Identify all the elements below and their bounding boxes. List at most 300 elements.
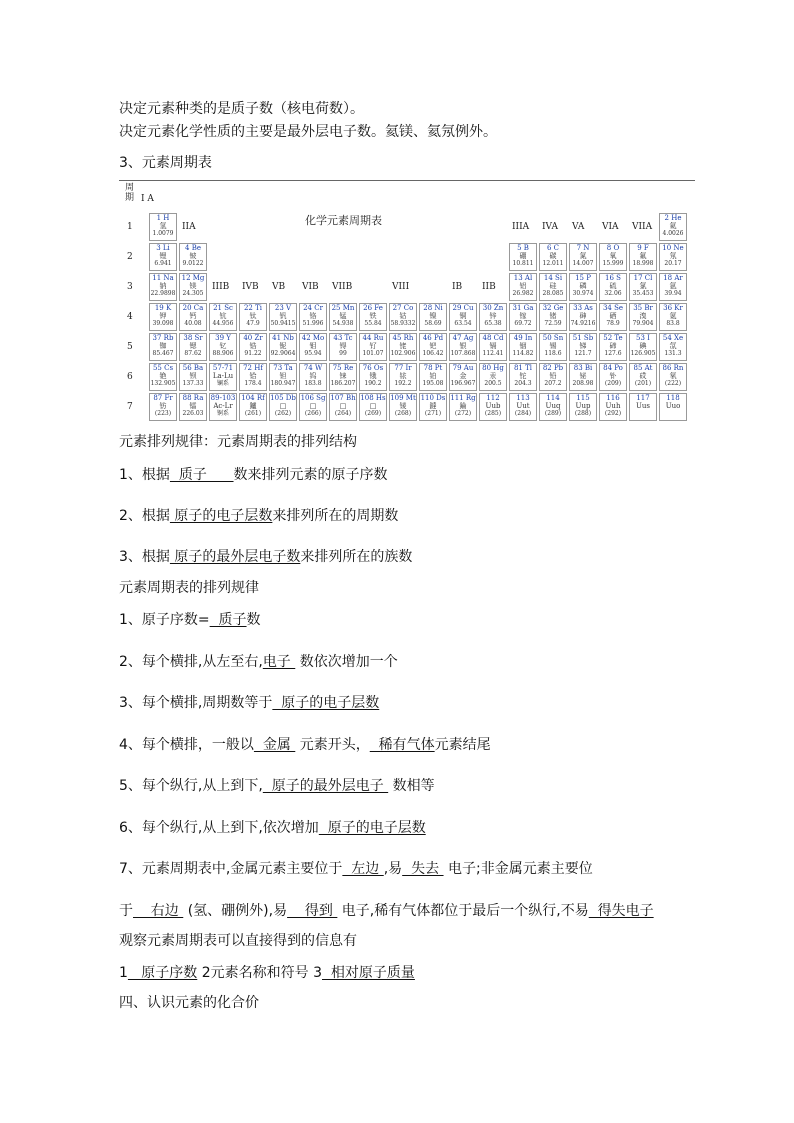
element-name: □ — [309, 402, 317, 410]
element-cell — [209, 363, 237, 391]
element-cell — [479, 363, 507, 391]
element-cell — [449, 333, 477, 361]
period-number: 7 — [127, 402, 133, 412]
element-name: 钫 — [159, 402, 167, 410]
element-name: Uuo — [665, 402, 681, 410]
element-symbol: 35 Br — [633, 304, 653, 312]
element-symbol: 12 Mg — [181, 274, 205, 282]
element-cell — [659, 393, 687, 421]
element-symbol: 84 Po — [603, 364, 623, 372]
element-name: 铅 — [549, 372, 557, 380]
element-mass: 28.085 — [542, 290, 564, 297]
element-symbol: 5 B — [517, 244, 529, 252]
element-symbol: 31 Ga — [512, 304, 534, 312]
element-symbol: 105 Db — [270, 394, 296, 402]
element-mass: 55.84 — [364, 320, 382, 327]
element-cell — [149, 213, 177, 241]
arrangement-item-3: 3、根据 原子的最外层电子数来排列所在的族数 — [119, 549, 413, 565]
element-name: 铬 — [309, 312, 317, 320]
element-name: 铍 — [189, 252, 197, 260]
element-symbol: 85 At — [633, 364, 653, 372]
element-symbol: 22 Ti — [243, 304, 263, 312]
element-mass: 192.2 — [394, 380, 412, 387]
element-name: 锌 — [489, 312, 497, 320]
element-cell — [539, 303, 567, 331]
element-cell — [239, 363, 267, 391]
element-name: La-Lu — [212, 372, 234, 380]
element-cell — [509, 243, 537, 271]
element-name: 铂 — [429, 372, 437, 380]
element-cell — [539, 273, 567, 301]
element-symbol: 11 Na — [152, 274, 174, 282]
element-mass: 121.7 — [574, 350, 592, 357]
table-top-rule — [119, 180, 695, 181]
group-label-viii: VIII — [392, 282, 410, 292]
element-name: 铊 — [519, 372, 527, 380]
element-name: 氡 — [669, 372, 677, 380]
element-symbol: 45 Rh — [392, 334, 414, 342]
element-symbol: 46 Pd — [422, 334, 444, 342]
element-cell — [659, 273, 687, 301]
element-symbol: 52 Te — [603, 334, 623, 342]
element-symbol: 44 Ru — [362, 334, 384, 342]
element-name: 硅 — [549, 282, 557, 290]
group-label-vb: VB — [272, 282, 286, 292]
element-symbol: 13 Al — [513, 274, 533, 282]
element-mass: 112.41 — [482, 350, 504, 357]
element-name: Uup — [575, 402, 591, 410]
element-name: 银 — [459, 342, 467, 350]
element-name: 钠 — [159, 282, 167, 290]
element-symbol: 26 Fe — [363, 304, 383, 312]
element-symbol: 48 Cd — [482, 334, 504, 342]
element-name: 汞 — [489, 372, 497, 380]
element-name: 氪 — [669, 312, 677, 320]
element-name: 氩 — [669, 282, 677, 290]
element-mass: 32.06 — [604, 290, 622, 297]
rule-5: 5、每个纵行,从上到下, 原子的最外层电子 数相等 — [119, 778, 435, 794]
element-mass: (223) — [154, 410, 172, 417]
element-cell — [509, 303, 537, 331]
periodic-table — [119, 180, 695, 428]
element-mass: 15.999 — [602, 260, 624, 267]
element-cell — [419, 303, 447, 331]
element-symbol: 118 — [666, 394, 680, 402]
element-mass: (264) — [334, 410, 352, 417]
element-symbol: 9 F — [637, 244, 649, 252]
element-mass: 85.467 — [152, 350, 174, 357]
element-mass: 180.947 — [270, 380, 296, 387]
element-mass: 137.33 — [182, 380, 204, 387]
element-name: 金 — [459, 372, 467, 380]
element-cell — [479, 303, 507, 331]
element-cell — [569, 363, 597, 391]
element-name: 氯 — [639, 282, 647, 290]
element-cell — [599, 333, 627, 361]
element-symbol: 14 Si — [543, 274, 563, 282]
element-symbol: 113 — [516, 394, 530, 402]
element-cell — [599, 393, 627, 421]
element-cell — [389, 333, 417, 361]
element-cell — [329, 333, 357, 361]
element-mass: 58.9332 — [390, 320, 416, 327]
element-symbol: 28 Ni — [423, 304, 443, 312]
element-name: Uuq — [545, 402, 561, 410]
element-symbol: 89-103 — [210, 394, 236, 402]
element-symbol: 76 Os — [362, 364, 384, 372]
element-name: □ — [279, 402, 287, 410]
element-symbol: 56 Ba — [182, 364, 204, 372]
element-name: 铼 — [339, 372, 347, 380]
element-symbol: 15 P — [575, 274, 591, 282]
element-name: Uuh — [605, 402, 621, 410]
element-cell — [239, 333, 267, 361]
rule-7: 7、元素周期表中,金属元素主要位于 左边 ,易 失去 电子;非金属元素主要位 — [119, 861, 593, 877]
element-name: 钾 — [159, 312, 167, 320]
element-cell — [179, 393, 207, 421]
element-cell — [629, 273, 657, 301]
element-mass: 118.6 — [544, 350, 562, 357]
rule-1: 1、原子序数= 质子数 — [119, 612, 261, 628]
element-cell — [539, 363, 567, 391]
element-mass: 63.54 — [454, 320, 472, 327]
element-cell — [389, 363, 417, 391]
group-label-iib: IIB — [482, 282, 496, 292]
element-symbol: 86 Rn — [662, 364, 684, 372]
rule-4: 4、每个横排，一般以 金属 元素开头， 稀有气体元素结尾 — [119, 737, 491, 753]
element-mass: 114.82 — [512, 350, 534, 357]
element-cell — [659, 243, 687, 271]
element-cell — [179, 333, 207, 361]
element-cell — [599, 273, 627, 301]
element-symbol: 41 Nb — [272, 334, 294, 342]
element-symbol: 7 N — [576, 244, 590, 252]
element-symbol: 2 He — [664, 214, 682, 222]
element-cell — [149, 393, 177, 421]
element-mass: 195.08 — [422, 380, 444, 387]
element-symbol: 80 Hg — [482, 364, 504, 372]
element-name: 锗 — [549, 312, 557, 320]
group-label-via: VIA — [602, 222, 619, 232]
element-name: Uub — [485, 402, 501, 410]
element-symbol: 108 Hs — [360, 394, 386, 402]
rule-6: 6、每个纵行,从上到下,依次增加 原子的电子层数 — [119, 820, 426, 836]
element-mass: 88.906 — [212, 350, 234, 357]
group-label-vib: VIB — [302, 282, 319, 292]
element-symbol: 36 Kr — [663, 304, 683, 312]
element-name: 碘 — [639, 342, 647, 350]
element-name: 鑪 — [249, 402, 257, 410]
element-symbol: 20 Ca — [182, 304, 204, 312]
element-mass: 26.982 — [512, 290, 534, 297]
element-cell — [599, 363, 627, 391]
element-mass: 186.207 — [330, 380, 356, 387]
element-mass: 107.868 — [450, 350, 476, 357]
element-mass: (209) — [604, 380, 622, 387]
element-mass: 178.4 — [244, 380, 262, 387]
element-cell — [269, 393, 297, 421]
element-symbol: 19 K — [154, 304, 172, 312]
element-mass: (289) — [544, 410, 562, 417]
element-name: 氖 — [669, 252, 677, 260]
element-symbol: 72 Hf — [243, 364, 263, 372]
element-name: 钛 — [249, 312, 257, 320]
element-symbol: 54 Xe — [662, 334, 684, 342]
element-symbol: 57-71 — [212, 364, 234, 372]
element-cell — [569, 243, 597, 271]
element-cell — [329, 303, 357, 331]
group-label-ib: IB — [452, 282, 463, 292]
element-name: 碳 — [549, 252, 557, 260]
element-symbol: 112 — [486, 394, 500, 402]
element-cell — [359, 363, 387, 391]
arrangement-title: 元素排列规律：元素周期表的排列结构 — [119, 434, 357, 450]
element-mass: 131.3 — [664, 350, 682, 357]
element-name: 钙 — [189, 312, 197, 320]
element-mass: 50.9415 — [270, 320, 296, 327]
element-mass: 208.98 — [572, 380, 594, 387]
element-name: 镭 — [189, 402, 197, 410]
element-symbol: 110 Ds — [420, 394, 446, 402]
element-mass: 196.967 — [450, 380, 476, 387]
element-mass: (266) — [304, 410, 322, 417]
element-mass: 74.9216 — [570, 320, 596, 327]
element-name: 锰 — [339, 312, 347, 320]
element-cell — [389, 393, 417, 421]
element-symbol: 43 Tc — [333, 334, 353, 342]
element-name: 镁 — [189, 282, 197, 290]
element-cell — [449, 363, 477, 391]
element-name: 氧 — [609, 252, 617, 260]
element-cell — [539, 333, 567, 361]
element-name: 氦 — [669, 222, 677, 230]
element-cell — [359, 393, 387, 421]
element-mass: (222) — [664, 380, 682, 387]
element-name: 锆 — [249, 342, 257, 350]
element-cell — [419, 393, 447, 421]
element-mass: 106.42 — [422, 350, 444, 357]
element-cell — [629, 333, 657, 361]
element-cell — [299, 333, 327, 361]
element-mass: 20.17 — [664, 260, 682, 267]
element-mass: 190.2 — [364, 380, 382, 387]
element-symbol: 75 Re — [332, 364, 354, 372]
period-number: 6 — [127, 372, 133, 382]
element-name: 鿏 — [399, 402, 407, 410]
element-mass: 126.905 — [630, 350, 656, 357]
element-mass: 200.5 — [484, 380, 502, 387]
element-name: 锂 — [159, 252, 167, 260]
element-mass: (262) — [274, 410, 292, 417]
element-mass: 10.811 — [512, 260, 534, 267]
element-name: 铱 — [399, 372, 407, 380]
element-cell — [179, 303, 207, 331]
element-symbol: 55 Cs — [152, 364, 174, 372]
element-symbol: 115 — [576, 394, 590, 402]
element-cell — [389, 303, 417, 331]
element-mass: 69.72 — [514, 320, 532, 327]
arrangement-item-1: 1、根据 质子 数来排列元素的原子序数 — [119, 467, 388, 483]
element-symbol: 8 O — [606, 244, 620, 252]
element-name: 钼 — [309, 342, 317, 350]
rule-7-continued: 于 右边 (氢、硼例外),易 得到 电子,稀有气体都位于最后一个纵行,不易 得失电子 — [119, 903, 654, 919]
element-name: 钌 — [369, 342, 377, 350]
element-name: Uus — [636, 402, 650, 410]
element-symbol: 21 Sc — [213, 304, 233, 312]
element-mass: 30.974 — [572, 290, 594, 297]
element-mass: 183.8 — [304, 380, 322, 387]
element-cell — [179, 273, 207, 301]
element-cell — [359, 303, 387, 331]
element-mass: 24.305 — [182, 290, 204, 297]
element-cell — [179, 363, 207, 391]
element-cell — [299, 393, 327, 421]
element-name: 铟 — [519, 342, 527, 350]
element-mass: 44.956 — [212, 320, 234, 327]
element-name: 氢 — [159, 222, 167, 230]
group-label-ia: I A — [141, 194, 154, 204]
element-cell — [479, 333, 507, 361]
element-symbol: 81 Tl — [513, 364, 533, 372]
element-name: 钨 — [309, 372, 317, 380]
element-symbol: 38 Sr — [183, 334, 203, 342]
element-cell — [269, 333, 297, 361]
element-mass: 65.38 — [484, 320, 502, 327]
element-mass: 镧系 — [216, 380, 229, 387]
element-cell — [629, 393, 657, 421]
element-name: 铪 — [249, 372, 257, 380]
element-mass: 99 — [339, 350, 347, 357]
element-mass: 87.62 — [184, 350, 202, 357]
element-symbol: 109 Mt — [390, 394, 416, 402]
table-title: 化学元素周期表 — [305, 214, 382, 227]
element-name: 钯 — [429, 342, 437, 350]
element-cell — [629, 363, 657, 391]
element-symbol: 117 — [636, 394, 650, 402]
element-cell — [629, 303, 657, 331]
element-name: 铜 — [459, 312, 467, 320]
intro-line-2: 决定元素化学性质的主要是最外层电子数。氦镁、氦氖例外。 — [119, 124, 497, 140]
group-label-iva: IVA — [542, 222, 558, 232]
element-symbol: 34 Se — [602, 304, 624, 312]
element-symbol: 4 Be — [185, 244, 201, 252]
group-label-viib: VIIB — [332, 282, 353, 292]
element-cell — [539, 243, 567, 271]
element-cell — [269, 303, 297, 331]
element-cell — [419, 333, 447, 361]
element-cell — [449, 303, 477, 331]
element-symbol: 32 Ge — [542, 304, 564, 312]
element-symbol: 74 W — [303, 364, 323, 372]
element-cell — [299, 363, 327, 391]
element-mass: 51.996 — [302, 320, 324, 327]
element-name: 錀 — [459, 402, 467, 410]
element-mass: 35.453 — [632, 290, 654, 297]
element-cell — [149, 303, 177, 331]
element-symbol: 30 Zn — [482, 304, 504, 312]
element-mass: 101.07 — [362, 350, 384, 357]
element-symbol: 83 Bi — [573, 364, 593, 372]
element-mass: 54.938 — [332, 320, 354, 327]
element-name: 锡 — [549, 342, 557, 350]
element-symbol: 78 Pt — [423, 364, 443, 372]
element-cell — [269, 363, 297, 391]
element-cell — [659, 303, 687, 331]
element-mass: 91.22 — [244, 350, 262, 357]
element-cell — [599, 303, 627, 331]
element-cell — [599, 243, 627, 271]
rule-2: 2、每个横排,从左至右,电子 数依次增加一个 — [119, 654, 398, 670]
element-mass: 39.94 — [664, 290, 682, 297]
element-name: 镓 — [519, 312, 527, 320]
element-name: 锑 — [579, 342, 587, 350]
element-mass: 6.941 — [154, 260, 172, 267]
element-name: 铑 — [399, 342, 407, 350]
element-name: 锇 — [369, 372, 377, 380]
element-symbol: 87 Fr — [153, 394, 173, 402]
element-name: 硒 — [609, 312, 617, 320]
element-name: 镍 — [429, 312, 437, 320]
element-cell — [149, 243, 177, 271]
element-mass: 95.94 — [304, 350, 322, 357]
element-cell — [509, 363, 537, 391]
element-symbol: 17 Cl — [633, 274, 653, 282]
element-name: 钇 — [219, 342, 227, 350]
element-mass: (201) — [634, 380, 652, 387]
element-name: 氟 — [639, 252, 647, 260]
element-symbol: 47 Ag — [452, 334, 474, 342]
element-mass: 锕系 — [216, 410, 229, 417]
element-name: 铯 — [159, 372, 167, 380]
element-name: 铁 — [369, 312, 377, 320]
element-symbol: 49 In — [513, 334, 533, 342]
element-cell — [659, 363, 687, 391]
element-symbol: 88 Ra — [182, 394, 204, 402]
element-symbol: 37 Rb — [152, 334, 174, 342]
element-name: 钴 — [399, 312, 407, 320]
element-symbol: 18 Ar — [663, 274, 683, 282]
element-cell — [239, 393, 267, 421]
element-mass: 14.007 — [572, 260, 594, 267]
element-mass: 4.0026 — [662, 230, 684, 237]
element-symbol: 116 — [606, 394, 620, 402]
element-name: 钡 — [189, 372, 197, 380]
element-mass: (272) — [454, 410, 472, 417]
element-cell — [209, 393, 237, 421]
element-symbol: 82 Pb — [542, 364, 564, 372]
element-cell — [419, 363, 447, 391]
element-mass: (268) — [394, 410, 412, 417]
element-cell — [569, 393, 597, 421]
element-name: 溴 — [639, 312, 647, 320]
rule-3: 3、每个横排,周期数等于 原子的电子层数 — [119, 695, 380, 711]
element-name: □ — [369, 402, 377, 410]
element-cell — [329, 393, 357, 421]
element-cell — [179, 243, 207, 271]
element-symbol: 3 Li — [156, 244, 170, 252]
element-mass: 58.69 — [424, 320, 442, 327]
section-4-title: 四、认识元素的化合价 — [119, 995, 259, 1011]
element-symbol: 50 Sn — [542, 334, 564, 342]
rules-title: 元素周期表的排列规律 — [119, 580, 259, 596]
element-cell — [569, 333, 597, 361]
element-symbol: 33 As — [573, 304, 593, 312]
element-symbol: 73 Ta — [273, 364, 293, 372]
element-cell — [239, 303, 267, 331]
element-name: Uut — [516, 402, 530, 410]
element-name: 砷 — [579, 312, 587, 320]
element-mass: (261) — [244, 410, 262, 417]
